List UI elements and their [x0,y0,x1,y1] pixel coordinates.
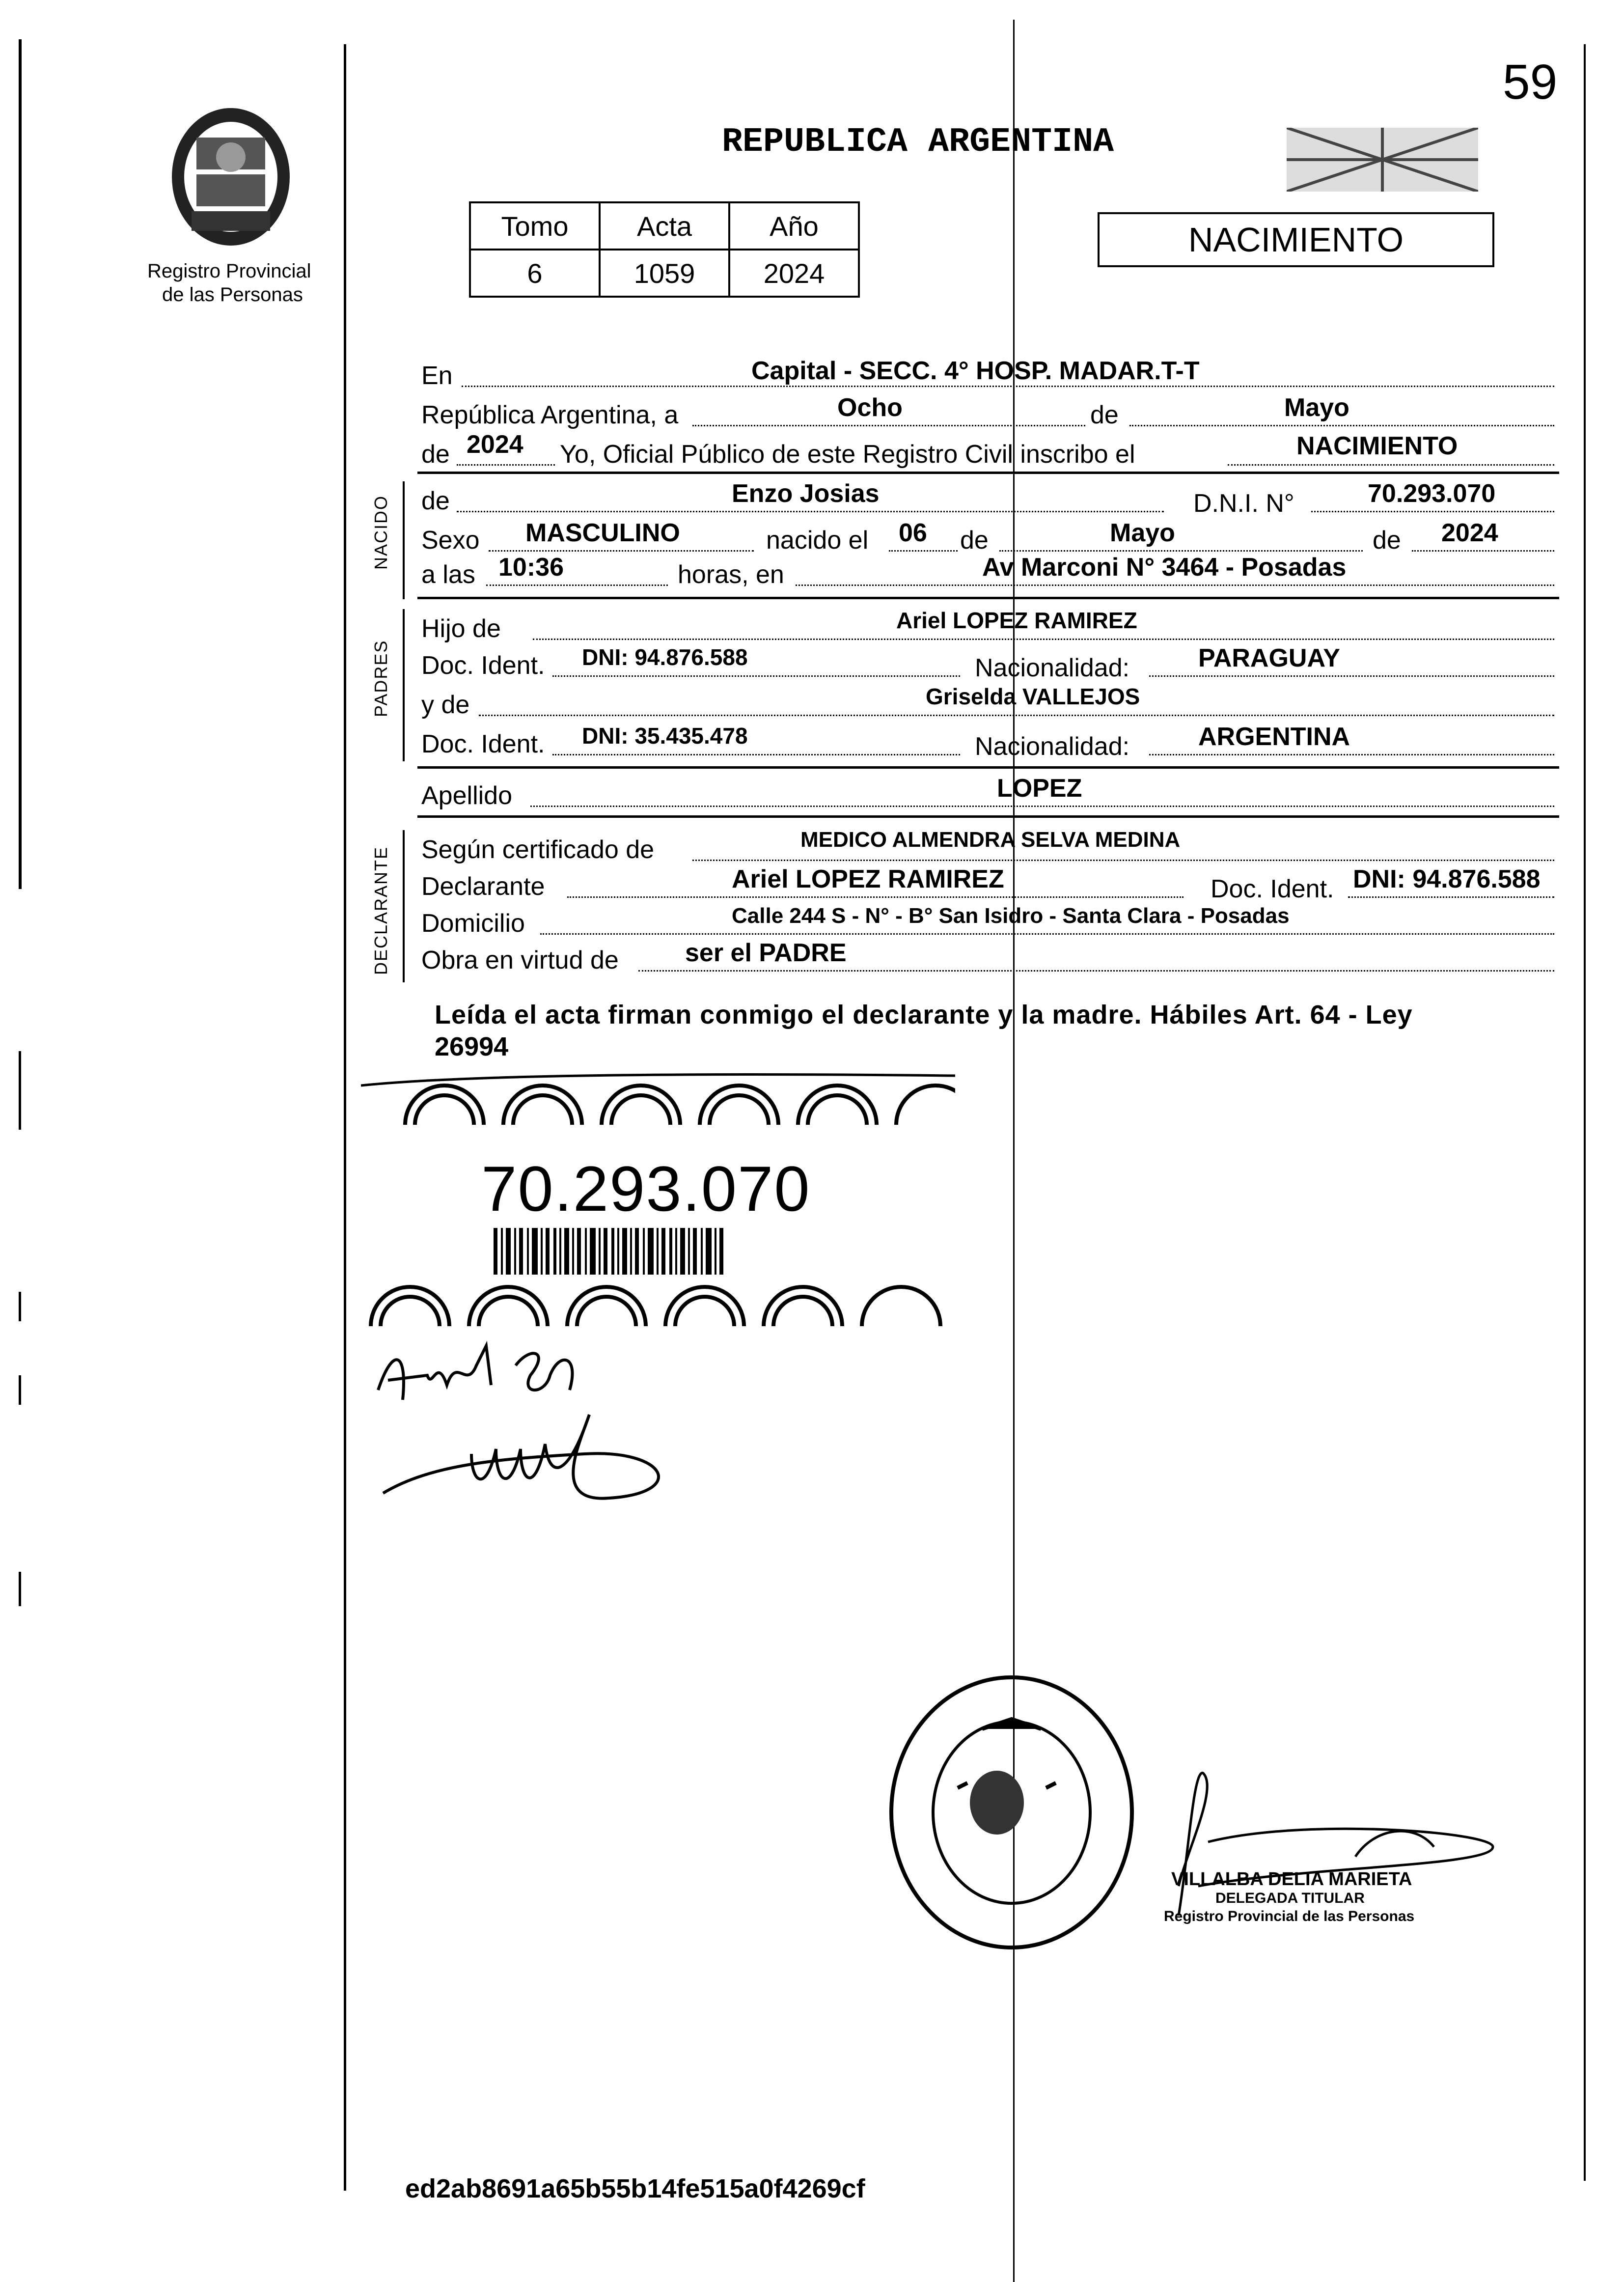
dotted-line [489,550,754,552]
father-name-value: Ariel LOPEZ RAMIREZ [896,608,1137,633]
province-emblem-icon [157,98,304,255]
father-doc-value: DNI: 94.876.588 [582,644,748,670]
declarante-section-label: DECLARANTE [371,846,391,975]
mother-nat-label: Nacionalidad: [975,732,1130,761]
nacido-section-label: NACIDO [371,495,391,570]
birth-month-value: Mayo [1110,519,1175,547]
horas-label: horas, en [678,560,784,589]
de-label2: de [960,526,989,555]
obra-label: Obra en virtud de [421,946,619,974]
en-label: En [421,362,453,390]
apellido-label: Apellido [421,781,513,810]
seal-org-line1: Registro Provincial [147,260,311,282]
section-divider [417,597,1559,599]
de2-label: de [421,440,450,469]
de-label3: de [1373,526,1401,555]
mother-doc-label: Doc. Ident. [421,730,545,758]
domicilio-label: Domicilio [421,909,525,938]
year-value: 2024 [467,430,523,459]
mother-nationality-value: ARGENTINA [1198,723,1350,751]
dotted-line [457,464,555,466]
dotted-line [457,511,1164,512]
place-value: Capital - SECC. 4° HOSP. MADAR.T-T [751,357,1200,385]
dotted-line [486,584,668,586]
tomo-value: 6 [470,250,600,297]
birth-day-value: 06 [899,519,927,547]
hijo-de-label: Hijo de [421,614,501,643]
binding-line [344,44,346,2191]
dotted-line [1149,754,1554,755]
tomo-header: Tomo [470,202,600,250]
registry-table [469,201,860,298]
father-doc-label: Doc. Ident. [421,651,545,680]
mother-name-value: Griselda VALLEJOS [926,684,1140,709]
dotted-line [796,584,1554,586]
nacido-el-label: nacido el [766,526,869,555]
document-hash: ed2ab8691a65b55b14fe515a0f4269cf [405,2174,865,2203]
hologram-icon [1287,128,1478,192]
dotted-line [1348,896,1554,898]
dotted-line [552,675,960,677]
page-number: 59 [1503,55,1558,110]
section-divider [417,472,1559,474]
left-margin-tick [19,1375,21,1405]
a-las-label: a las [421,560,475,589]
de-label: de [1090,401,1119,429]
official-title: DELEGADA TITULAR [1215,1890,1365,1906]
official-org: Registro Provincial de las Personas [1164,1908,1415,1924]
dotted-line [530,806,1554,807]
declarante-label: Declarante [421,872,545,901]
sexo-label: Sexo [421,526,480,555]
dotted-line [552,754,960,755]
closing-note-line1: Leída el acta firman conmigo el declarante y la madre. Hábiles Art. 64 - Ley [435,1000,1413,1030]
registry-stamp-icon [884,1670,1139,1955]
dotted-line [1149,675,1554,677]
child-dni-value: 70.293.070 [1368,479,1496,508]
dotted-line [692,425,1085,426]
section-divider [417,815,1559,818]
left-margin-tick [19,1572,21,1606]
dotted-line [889,550,958,552]
dotted-line [999,550,1363,552]
declarante-doc-label: Doc. Ident. [1211,875,1334,903]
birth-address-value: Av Marconi N° 3464 - Posadas [982,553,1347,582]
birth-year-value: 2024 [1441,519,1498,547]
left-margin-tick [19,1292,21,1321]
dotted-line [462,386,1554,387]
child-name-value: Enzo Josias [732,479,880,508]
left-margin-line-lower [19,1051,21,1130]
padres-section-label: PADRES [371,640,391,717]
month-value: Mayo [1284,393,1349,422]
section-divider [417,766,1559,769]
dotted-line [479,715,1554,716]
dotted-line [533,639,1554,640]
dotted-line [1311,511,1554,512]
official-name: VILLALBA DELIA MARIETA [1171,1869,1412,1890]
left-margin-line [19,39,22,889]
dotted-line [638,970,1554,972]
domicilio-value: Calle 244 S - N° - B° San Isidro - Santa Clara - Posadas [732,904,1290,928]
declarant-signature [373,1336,697,1532]
barcode-number: 70.293.070 [481,1153,811,1224]
day-word-value: Ocho [837,393,903,422]
birth-time-value: 10:36 [498,553,564,582]
certificado-value: MEDICO ALMENDRA SELVA MEDINA [800,828,1181,852]
anio-value: 2024 [729,250,859,297]
seal-org-line2: de las Personas [162,284,303,306]
dotted-line [692,860,1554,861]
apellido-value: LOPEZ [997,774,1082,803]
father-nat-label: Nacionalidad: [975,654,1130,682]
dotted-line [1412,550,1554,552]
closing-note-line2: 26994 [435,1032,509,1061]
section-bar [403,481,405,599]
republica-label: República Argentina, a [421,401,679,429]
dotted-line [1129,425,1554,426]
declarante-doc-value: DNI: 94.876.588 [1353,865,1541,893]
father-nationality-value: PARAGUAY [1198,644,1340,672]
declarante-value: Ariel LOPEZ RAMIREZ [732,865,1004,893]
de-name-label: de [421,487,450,515]
record-type-box: NACIMIENTO [1098,212,1494,267]
right-margin-line [1584,44,1586,2181]
record-word-value: NACIMIENTO [1296,432,1458,460]
y-de-label: y de [421,691,470,719]
dotted-line [540,933,1554,935]
obra-value: ser el PADRE [685,939,847,967]
acta-value: 1059 [600,250,729,297]
dotted-line [567,896,1184,898]
section-bar [403,830,405,982]
section-bar [403,609,405,761]
dni-label: D.N.I. N° [1193,489,1294,518]
segun-label: Según certificado de [421,835,655,864]
sexo-value: MASCULINO [525,519,680,547]
yo-label: Yo, Oficial Público de este Registro Civil inscribo el [560,440,1135,469]
country-title: REPUBLICA ARGENTINA [722,123,1114,162]
dotted-line [1228,464,1554,466]
mother-doc-value: DNI: 35.435.478 [582,723,748,749]
anio-header: Año [729,202,859,250]
acta-header: Acta [600,202,729,250]
